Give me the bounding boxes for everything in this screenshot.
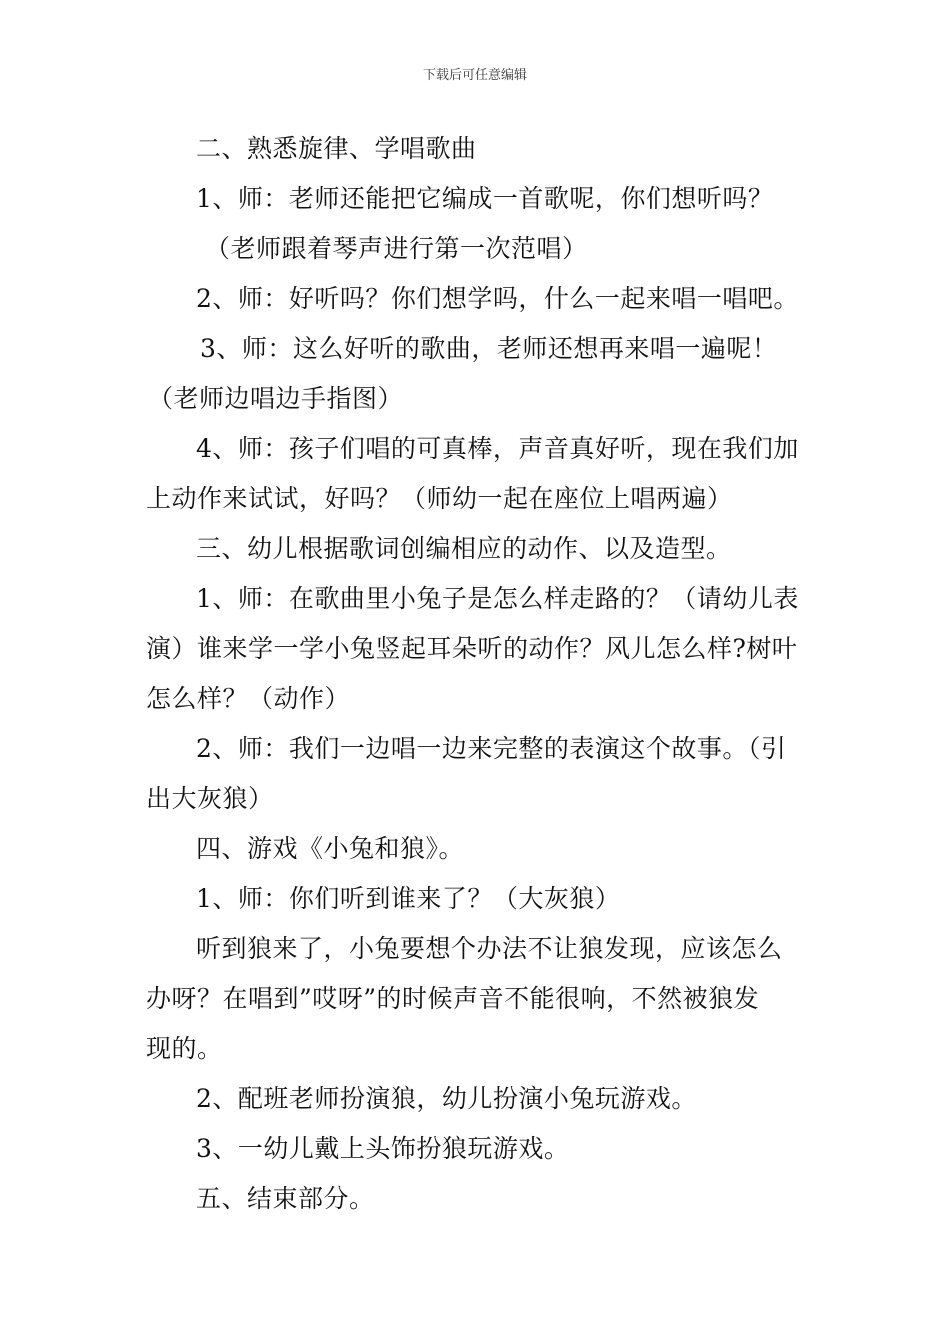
- section-heading-5: 五、结束部分。: [196, 1184, 375, 1213]
- paragraph-line: 1、师：在歌曲里小兔子是怎么样走路的？（请幼儿表: [196, 584, 799, 613]
- paragraph-line: 现的。: [146, 1034, 223, 1063]
- paragraph-line: 办呀？在唱到”哎呀”的时候声音不能很响，不然被狼发: [146, 984, 760, 1013]
- paragraph-line: 听到狼来了，小兔要想个办法不让狼发现，应该怎么: [196, 934, 783, 963]
- section-heading-4: 四、游戏《小兔和狼》。: [196, 834, 465, 863]
- paragraph-line: 3、师：这么好听的歌曲，老师还想再来唱一遍呢！: [200, 334, 778, 363]
- paragraph-line: 2、师：我们一边唱一边来完整的表演这个故事。（引: [196, 734, 787, 763]
- paragraph-line: 2、师：好听吗？你们想学吗，什么一起来唱一唱吧。: [196, 284, 799, 313]
- paragraph-line: 3、一幼儿戴上头饰扮狼玩游戏。: [196, 1134, 570, 1163]
- section-heading-3: 三、幼儿根据歌词创编相应的动作、以及造型。: [196, 534, 732, 563]
- paragraph-line: 4、师：孩子们唱的可真棒，声音真好听，现在我们加: [196, 434, 799, 463]
- paragraph-line: 2、配班老师扮演狼，幼儿扮演小兔玩游戏。: [196, 1084, 697, 1113]
- section-heading-2: 二、熟悉旋律、学唱歌曲: [196, 134, 477, 163]
- paragraph-line: 怎么样？（动作）: [146, 684, 351, 713]
- paragraph-line: 出大灰狼）: [146, 784, 274, 813]
- paragraph-line: 上动作来试试，好吗？（师幼一起在座位上唱两遍）: [146, 484, 733, 513]
- paragraph-line: 1、师：你们听到谁来了？（大灰狼）: [196, 884, 621, 913]
- paragraph-line: （老师跟着琴声进行第一次范唱）: [205, 234, 588, 263]
- paragraph-line: 演）谁来学一学小兔竖起耳朵听的动作？风儿怎么样?树叶: [146, 634, 798, 663]
- paragraph-line: （老师边唱边手指图）: [148, 384, 404, 413]
- page-header: 下载后可任意编辑: [422, 68, 527, 83]
- paragraph-line: 1、师：老师还能把它编成一首歌呢，你们想听吗？: [196, 184, 774, 213]
